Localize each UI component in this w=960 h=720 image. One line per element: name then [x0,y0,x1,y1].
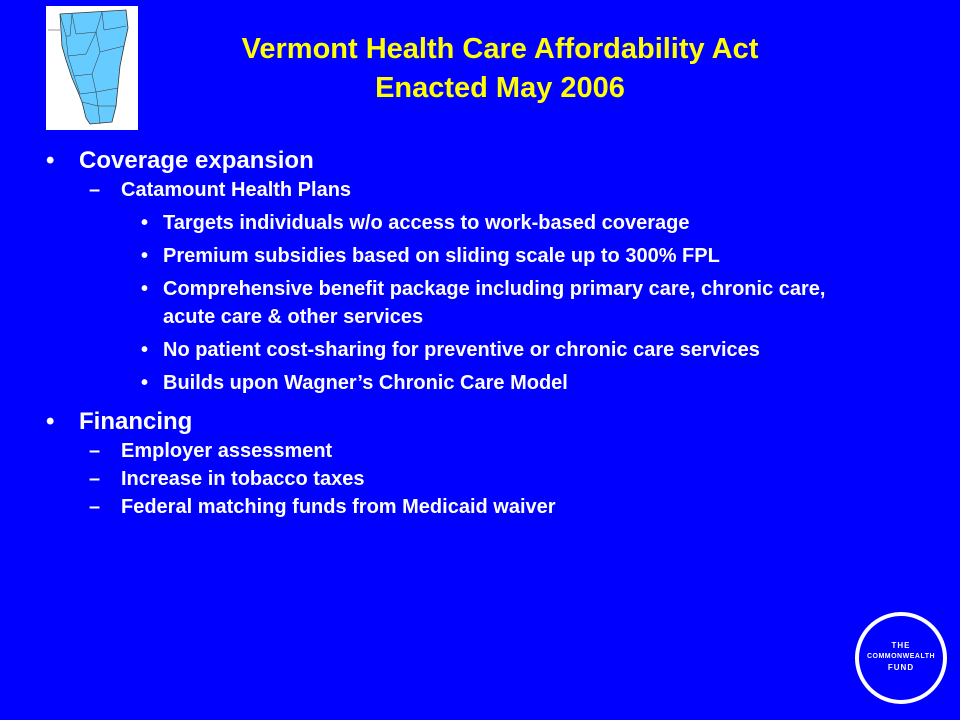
dash-icon: – [89,496,101,518]
title-line-1: Vermont Health Care Affordability Act [241,33,759,65]
dash-icon: – [89,179,101,201]
sub-bullet-item [0,242,863,270]
bullet-icon: • [141,278,149,300]
dash-icon: – [89,440,101,462]
section-heading: Financing [79,408,193,435]
bullet-icon: • [141,339,149,361]
dash-item-text: Increase in tobacco taxes [121,468,365,490]
bullet-icon: • [141,212,149,234]
sub-bullet-text: Premium subsidies based on sliding scale up to 300% FPL [163,245,720,267]
logo-line-1: THE [891,641,911,650]
slide-title [150,30,850,108]
logo-line-3: FUND [887,663,915,672]
sub-bullet-item [0,275,863,331]
vermont-map-icon [46,6,138,130]
section-heading: Coverage expansion [79,147,314,174]
dash-icon: – [89,468,101,490]
sub-bullet-text: Targets individuals w/o access to work-based coverage [163,212,690,234]
sub-bullet-text: Builds upon Wagner’s Chronic Care Model [163,372,568,394]
bullet-financing [0,407,960,437]
title-line-2: Enacted May 2006 [375,72,625,104]
dash-item-text: Federal matching funds from Medicaid waiver [121,496,556,518]
bullet-coverage-expansion [0,146,960,176]
slide-body [0,146,960,521]
sub-bullet-text: No patient cost-sharing for preventive or chronic care services [163,339,760,361]
logo-line-2: COMMONWEALTH [866,653,936,660]
sub-bullet-item [0,369,863,397]
dash-item-text: Employer assessment [121,440,333,462]
dash-item [0,465,960,493]
dash-item [0,437,960,465]
sub-bullet-item [0,336,863,364]
bullet-icon: • [141,245,149,267]
dash-item-catamount [0,176,960,204]
vermont-map-image [46,6,138,130]
bullet-icon: • [46,147,55,174]
logo-text [853,640,949,673]
bullet-icon: • [141,372,149,394]
bullet-icon: • [46,408,55,435]
dash-item [0,493,960,521]
sub-bullet-item [0,209,863,237]
sub-bullet-text: Comprehensive benefit package including primary care, chronic care, acute care & other services [163,278,826,328]
subheading-text: Catamount Health Plans [121,179,352,201]
